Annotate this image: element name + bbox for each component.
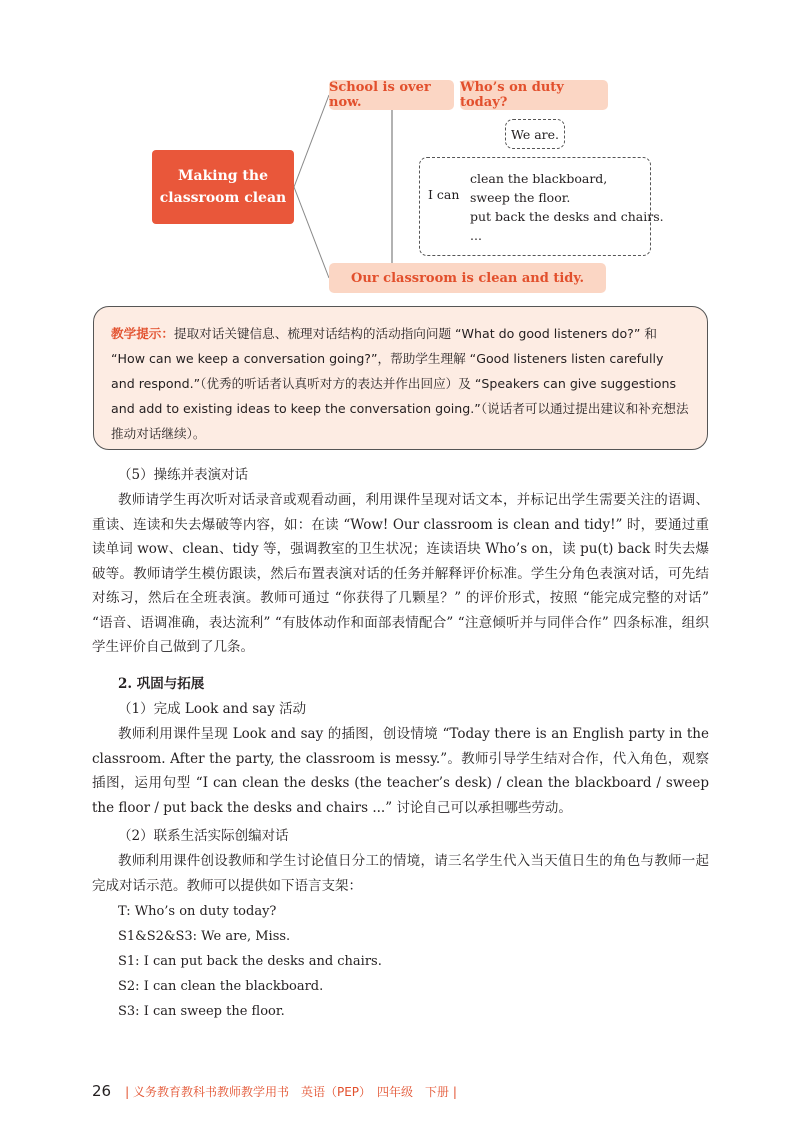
page-number: 26 (92, 1082, 112, 1100)
page-footer (92, 1082, 457, 1100)
center-topic-text: Making the classroom clean (159, 168, 287, 206)
footer-book-title: | 义务教育教科书教师教学用书 英语（PEP） 四年级 下册 | (125, 1085, 457, 1099)
i-can-item: clean the blackboard, (470, 171, 608, 186)
teaching-tip-box (93, 306, 708, 450)
teaching-tip-text: 提取对话关键信息、梳理对话结构的活动指向问题 “What do good listeners do?” 和 “How can we keep a conversation going?”，帮助学生理解 “Good listeners listen carefully and respond.”（优秀的听话者认真听对方的表达并作出回应）及 “Speakers can give suggestions and add to existing ideas to keep the conversation going.”（说话者可以通过提出建议和补充想法推动对话继续）。 (111, 326, 689, 441)
i-can-item: sweep the floor. (470, 190, 571, 205)
section-2-heading: 2. 巩固与拓展 (118, 676, 205, 692)
section-5-heading: （5）操练并表演对话 (118, 467, 249, 483)
on-duty-question-bubble: Who’s on duty today? (460, 80, 608, 110)
dialogue-line: S2: I can clean the blackboard. (118, 979, 324, 994)
dialogue-line: S1: I can put back the desks and chairs. (118, 954, 382, 969)
dialogue-line: T: Who’s on duty today? (118, 904, 277, 919)
dialogue-line: S3: I can sweep the floor. (118, 1004, 285, 1019)
subsection-1-body: 教师利用课件呈现 Look and say 的插图，创设情境 “Today there is an English party in the classroom. After the party, the classroom is messy.”。教师引导学生结对合作，代入角色，观察插图，运用句型 “I can clean the desks (the teacher’s desk) / clean the blackboard / sweep the floor / put back the desks and chairs ...” 讨论自己可以承担哪些劳动。 (92, 726, 709, 816)
teaching-tip-label: 教学提示： (111, 326, 174, 341)
i-can-item: ... (470, 228, 482, 243)
i-can-label: I can (428, 187, 460, 202)
classroom-clean-bubble: Our classroom is clean and tidy. (329, 263, 606, 293)
i-can-list (470, 169, 664, 245)
subsection-1-heading: （1）完成 Look and say 活动 (118, 701, 307, 717)
section-5-body: 教师请学生再次听对话录音或观看动画，利用课件呈现对话文本，并标记出学生需要关注的语调、重读、连读和失去爆破等内容，如：在读 “Wow! Our classroom is clean and tidy!” 时，要通过重读单词 wow、clean、tidy 等，强调教室的卫生状况；连读语块 Who’s on，读 pu(t) back 时失去爆破等。教师请学生模仿跟读，然后布置表演对话的任务并解释评价标准。学生分角色表演对话，可先结对练习，然后在全班表演。教师可通过 “你获得了几颗星？” 的评价形式，按照 “能完成完整的对话” “语音、语调准确，表达流利” “有肢体动作和面部表情配合” “注意倾听并与同伴合作” 四条标准，组织学生评价自己做到了几条。 (92, 492, 709, 655)
i-can-item: put back the desks and chairs. (470, 209, 664, 224)
center-topic-box (152, 150, 294, 224)
subsection-2-heading: （2）联系生活实际创编对话 (118, 828, 289, 844)
we-are-box: We are. (505, 119, 565, 149)
dialogue-line: S1&S2&S3: We are, Miss. (118, 929, 291, 944)
school-over-bubble: School is over now. (329, 80, 454, 110)
subsection-2-body: 教师利用课件创设教师和学生讨论值日分工的情境，请三名学生代入当天值日生的角色与教师一起完成对话示范。教师可以提供如下语言支架： (92, 853, 709, 894)
